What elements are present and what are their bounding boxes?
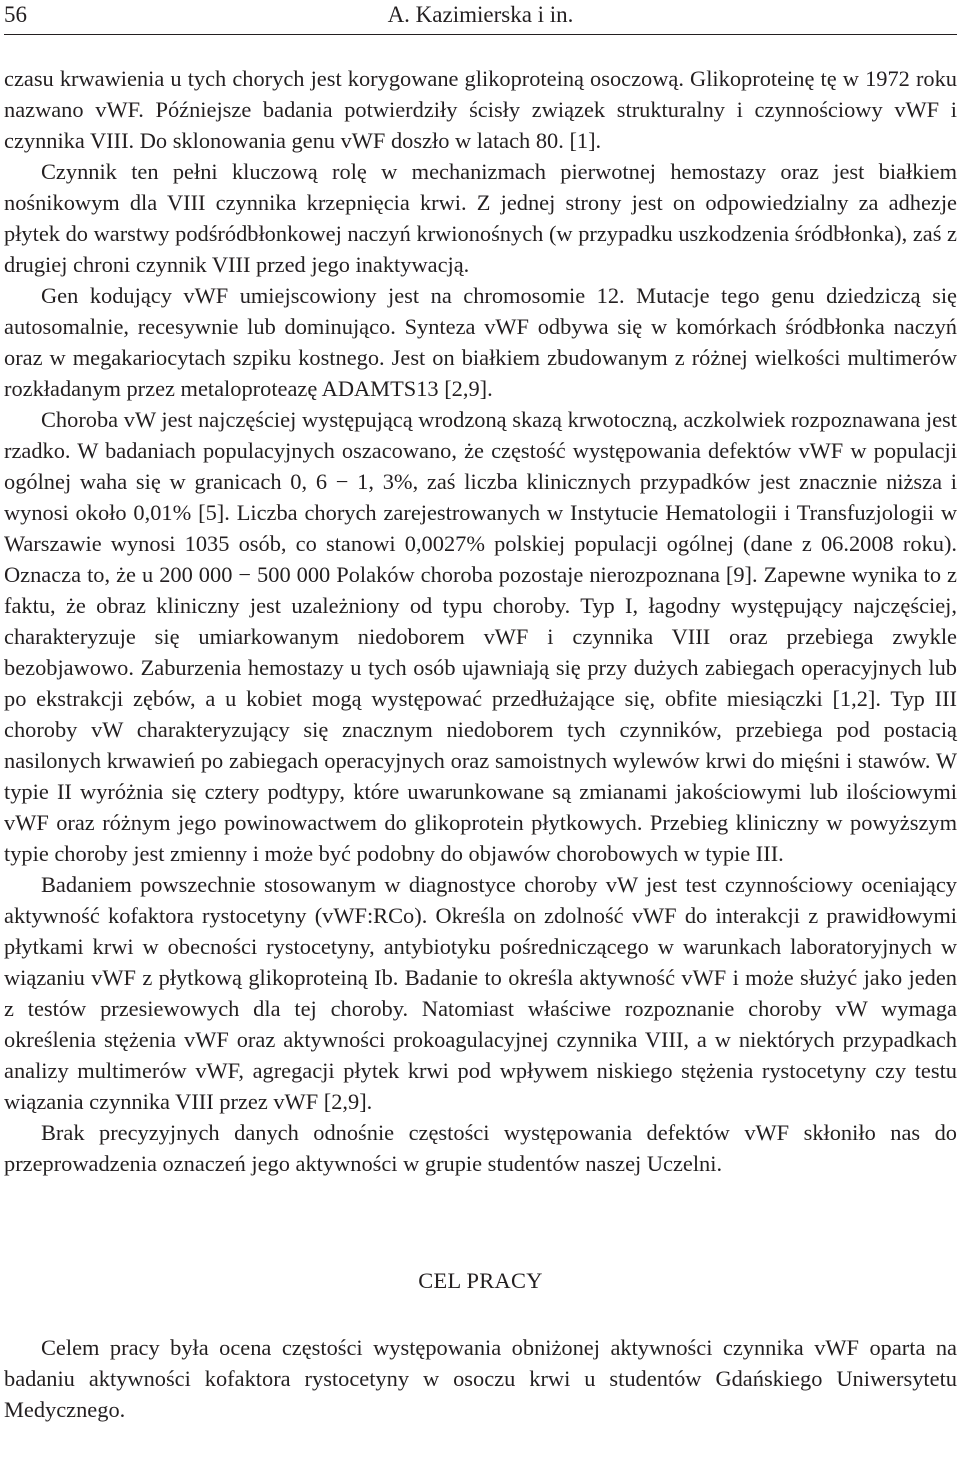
paragraph: Badaniem powszechnie stosowanym w diagnostyce choroby vW jest test czynnościowy oceniający aktywność kofaktora rystocetyny (vWF:RCo). Określa on zdolność vWF do interakcji z prawidłowymi płytkami krwi w obecności rystocetyny, antybiotyku pośredniczącego w warunkach laboratoryjnych w wiązaniu vWF z płytkową glikoproteiną Ib. Badanie to określa aktywność vWF i może służyć jako jeden z testów przesiewowych dla tej choroby. Natomiast właściwe rozpoznanie choroby vW wymaga określenia stężenia vWF oraz aktywności prokoagulacyjnej czynnika VIII, a w niektórych przypadkach analizy multimerów vWF, agregacji płytek krwi pod wpływem niskiego stężenia rystocetyny czy testu wiązania czynnika VIII przez vWF [2,9]. xyxy=(4,872,957,1114)
paragraph-continued: czasu krwawienia u tych chorych jest korygowane glikoproteiną osoczową. Glikoproteinę tę w 1972 roku nazwano vWF. Późniejsze badania potwierdziły ścisły związek strukturalny i czynnościowy vWF i czynnika VIII. Do sklonowania genu vWF doszło w latach 80. [1]. xyxy=(4,66,957,153)
paragraph: Czynnik ten pełni kluczową rolę w mechanizmach pierwotnej hemostazy oraz jest białkiem nośnikowym dla VIII czynnika krzepnięcia krwi. Z jednej strony jest on odpowiedzialny za adhezje płytek do warstwy podśródbłonkowej naczyń krwionośnych (w przypadku uszkodzenia śródbłonka), zaś z drugiej chroni czynnik VIII przed jego inaktywacją. xyxy=(4,159,957,277)
header-rule xyxy=(4,34,957,35)
paragraph: Choroba vW jest najczęściej występującą wrodzoną skazą krwotoczną, aczkolwiek rozpoznawana jest rzadko. W badaniach populacyjnych oszacowano, że częstość występowania defektów vWF w populacji ogólnej waha się w granicach 0, 6 − 1, 3%, zaś liczba klinicznych przypadków jest znacznie niższa i wynosi około 0,01% [5]. Liczba chorych zarejestrowanych w Instytucie Hematologii i Transfuzjologii w Warszawie wynosi 1035 osób, co stanowi 0,0027% polskiej populacji ogólnej (dane z 06.2008 roku). Oznacza to, że u 200 000 − 500 000 Polaków choroba pozostaje nierozpoznana [9]. Zapewne wynika to z faktu, że obraz kliniczny jest uzależniony od typu choroby. Typ I, łagodny występujący najczęściej, charakteryzuje się umiarkowanym niedoborem vWF i czynnika VIII oraz przebiega zwykle bezobjawowo. Zaburzenia hemostazy u tych osób ujawniają się przy dużych zabiegach operacyjnych lub po ekstrakcji zębów, a u kobiet mogą występować przedłużające się, obfite miesiączki [1,2]. Typ III choroby vW charakteryzujący się znacznym niedoborem tych czynników, przebiega pod postacią nasilonych krwawień po zabiegach operacyjnych oraz samoistnych wylewów krwi do mięśni i stawów. W typie II wyróżnia się cztery podtypy, które uwarunkowane są zmianami jakościowymi lub ilościowymi vWF oraz różnym jego powinowactwem do glikoprotein płytkowych. Przebieg kliniczny w powyższym typie choroby jest zmienny i może być podobny do objawów chorobowych w typie III. xyxy=(4,407,957,866)
body-text xyxy=(4,63,957,1425)
section-heading: CEL PRACY xyxy=(418,1268,543,1293)
paragraph: Gen kodujący vWF umiejscowiony jest na chromosomie 12. Mutacje tego genu dziedziczą się autosomalnie, recesywnie lub dominująco. Synteza vWF odbywa się w komórkach śródbłonka naczyń oraz w megakariocytach szpiku kostnego. Jest on białkiem zbudowanym z różnej wielkości multimerów rozkładanym przez metaloproteazę ADAMTS13 [2,9]. xyxy=(4,283,957,401)
running-title: A. Kazimierska i in. xyxy=(387,2,574,27)
running-header xyxy=(4,0,957,30)
page-number: 56 xyxy=(4,2,27,27)
paragraph: Brak precyzyjnych danych odnośnie częstości występowania defektów vWF skłoniło nas do przeprowadzenia oznaczeń jego aktywności w grupie studentów naszej Uczelni. xyxy=(4,1120,957,1176)
section-paragraph: Celem pracy była ocena częstości występowania obniżonej aktywności czynnika vWF oparta na badaniu aktywności kofaktora rystocetyny w osoczu krwi u studentów Gdańskiego Uniwersytetu Medycznego. xyxy=(4,1335,957,1422)
